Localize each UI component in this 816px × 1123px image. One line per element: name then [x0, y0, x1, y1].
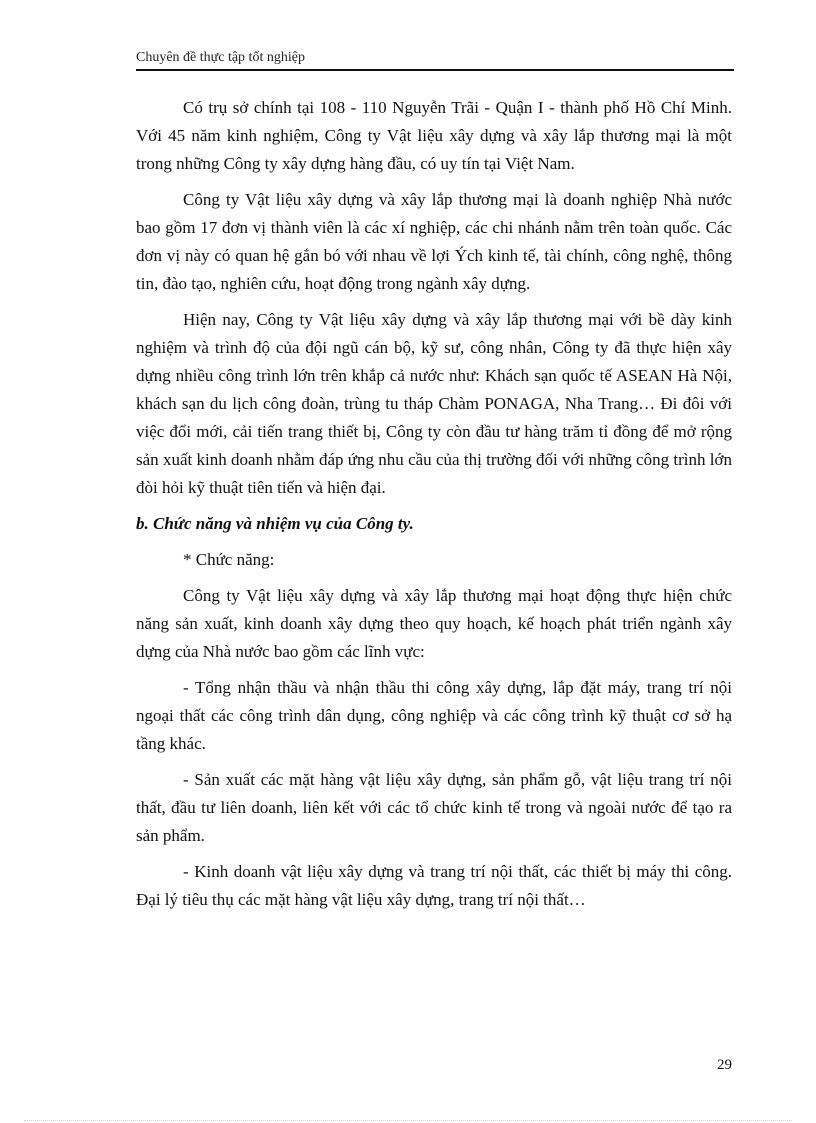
subheading-functions: * Chức năng: — [183, 550, 275, 569]
list-item-trading: - Kinh doanh vật liệu xây dựng và trang trí nội thất, các thiết bị máy thi công. Đại lý tiêu thụ các mặt hàng vật liệu xây dựng, trang trí nội thất… — [136, 862, 732, 909]
list-item-production: - Sản xuất các mặt hàng vật liệu xây dựng, sản phẩm gỗ, vật liệu trang trí nội thất, đầu tư liên doanh, liên kết với các tổ chức kinh tế trong và ngoài nước để tạo ra sản phẩm. — [136, 770, 732, 845]
page-number: 29 — [717, 1057, 732, 1073]
document-body — [136, 94, 732, 922]
page-bottom-divider — [24, 1120, 792, 1121]
running-header — [136, 50, 734, 71]
section-heading-functions: b. Chức năng và nhiệm vụ của Công ty. — [136, 514, 414, 533]
list-item-contracting: - Tổng nhận thầu và nhận thầu thi công xây dựng, lắp đặt máy, trang trí nội ngoại thất các công trình dân dụng, công nghiệp và các công trình kỹ thuật cơ sở hạ tầng khác. — [136, 678, 732, 753]
paragraph-functions-intro: Công ty Vật liệu xây dựng và xây lắp thương mại hoạt động thực hiện chức năng sản xuất, kinh doanh xây dựng theo quy hoạch, kế hoạch phát triển ngành xây dựng của Nhà nước bao gồm các lĩnh vực: — [136, 586, 732, 661]
paragraph-experience: Hiện nay, Công ty Vật liệu xây dựng và xây lắp thương mại với bề dày kinh nghiệm và trình độ của đội ngũ cán bộ, kỹ sư, công nhân, Công ty đã thực hiện xây dựng nhiều công trình lớn trên khắp cả nước như: Khách sạn quốc tế ASEAN Hà Nội, khách sạn du lịch công đoàn, trùng tu tháp Chàm PONAGA, Nha Trang… Đi đôi với việc đổi mới, cải tiến trang thiết bị, Công ty còn đầu tư hàng trăm tỉ đồng để mở rộng sản xuất kinh doanh nhằm đáp ứng nhu cầu của thị trường đối với những công trình lớn đòi hỏi kỹ thuật tiên tiến và hiện đại. — [136, 310, 732, 497]
paragraph-member-units: Công ty Vật liệu xây dựng và xây lắp thương mại là doanh nghiệp Nhà nước bao gồm 17 đơn vị thành viên là các xí nghiệp, các chi nhánh nằm trên toàn quốc. Các đơn vị này có quan hệ gắn bó với nhau về lợi Ých kinh tế, tài chính, công nghệ, thông tin, đào tạo, nghiên cứu, hoạt động trong ngành xây dựng. — [136, 190, 732, 293]
paragraph-headquarters: Có trụ sở chính tại 108 - 110 Nguyễn Trãi - Quận I - thành phố Hồ Chí Minh. Với 45 năm kinh nghiệm, Công ty Vật liệu xây dựng và xây lắp thương mại là một trong những Công ty xây dựng hàng đầu, có uy tín tại Việt Nam. — [136, 98, 732, 173]
header-title: Chuyên đề thực tập tốt nghiệp — [136, 50, 305, 65]
